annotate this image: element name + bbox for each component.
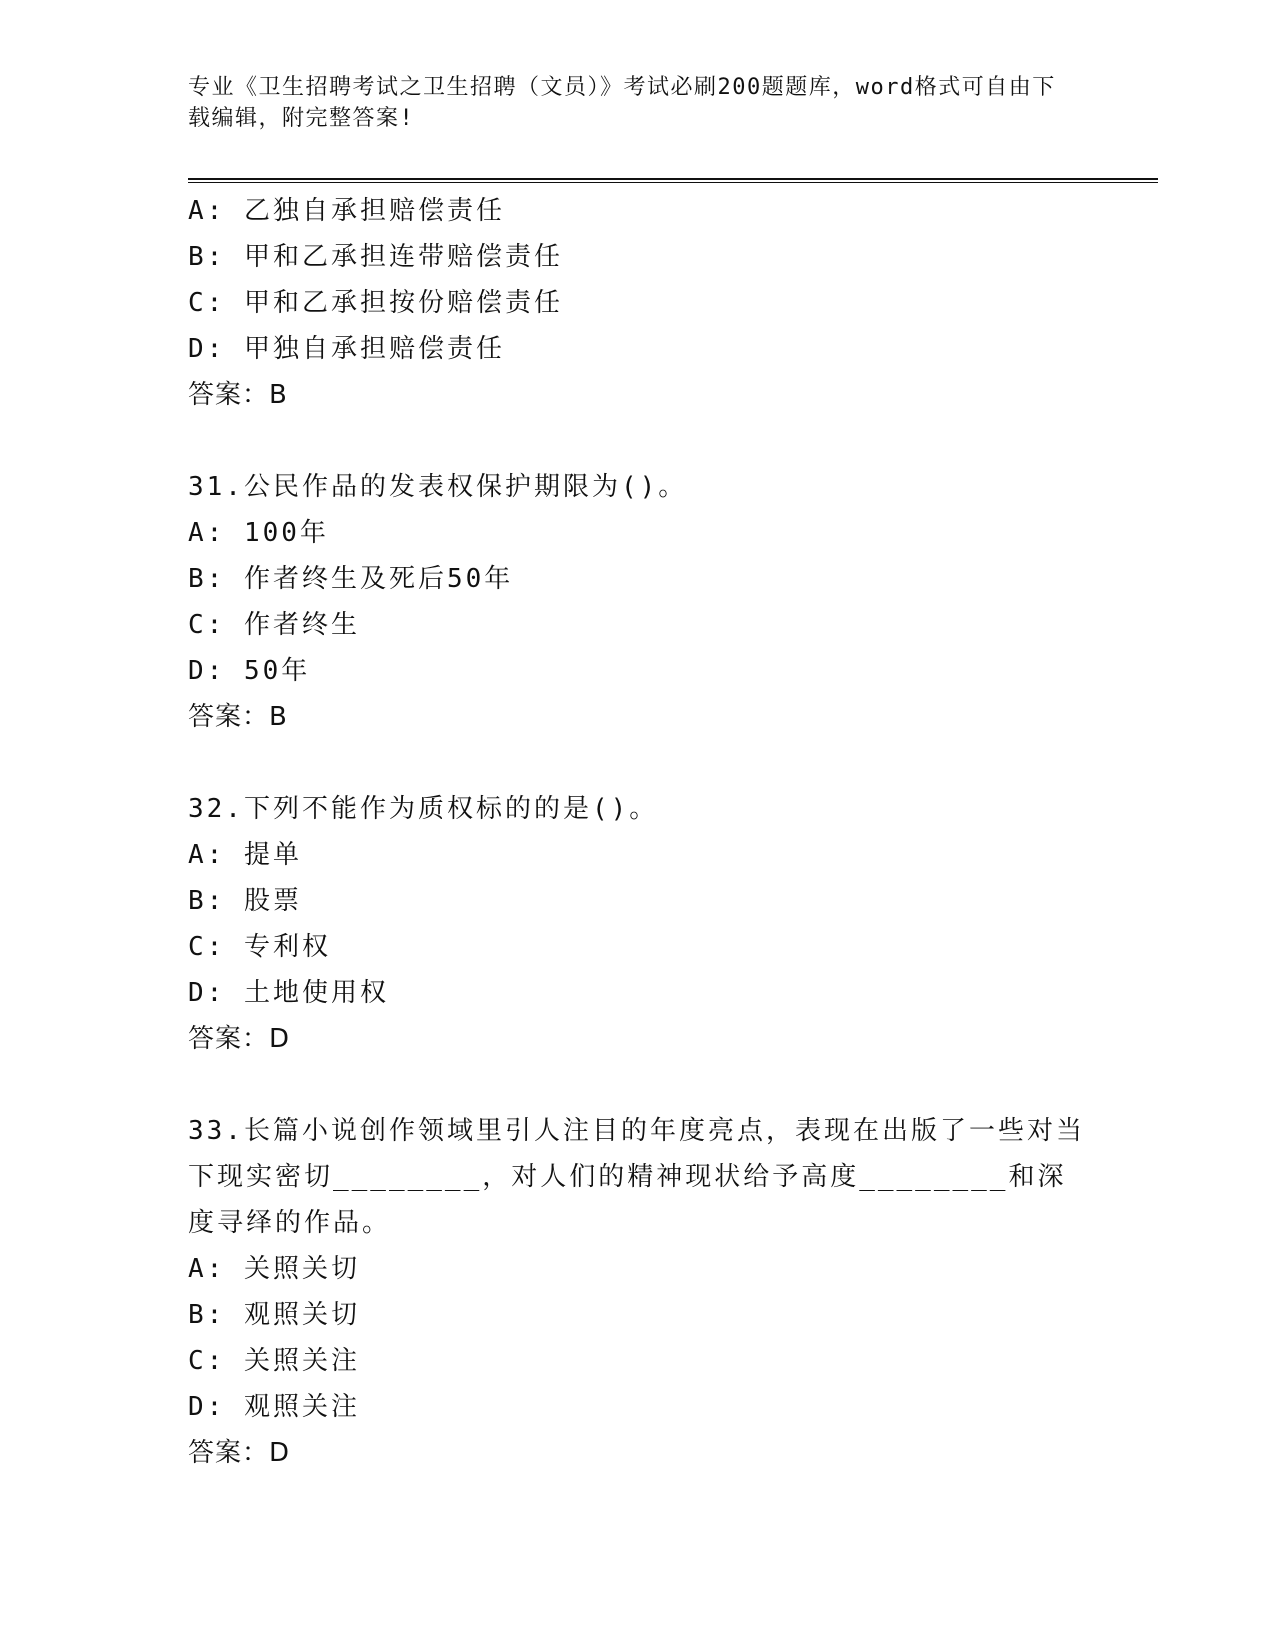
option-key: B: (188, 1300, 226, 1330)
option-a (188, 1246, 1088, 1292)
option-d (188, 970, 1088, 1016)
option-text: 观照关注 (243, 1392, 360, 1422)
option-key: A: (188, 196, 226, 226)
option-b (188, 878, 1088, 924)
option-text: 关照关注 (243, 1346, 360, 1376)
option-d (188, 648, 1088, 694)
option-text: 土地使用权 (243, 978, 389, 1008)
header-divider (188, 178, 1158, 183)
option-b (188, 234, 1088, 280)
option-d (188, 326, 1088, 372)
option-d (188, 1384, 1088, 1430)
option-key: A: (188, 518, 226, 548)
option-key: B: (188, 242, 226, 272)
option-c (188, 602, 1088, 648)
option-c (188, 280, 1088, 326)
question-33 (188, 1108, 1088, 1476)
question-31 (188, 464, 1088, 740)
option-key: C: (188, 610, 226, 640)
option-text: 乙独自承担赔偿责任 (243, 196, 505, 226)
document-header: 专业《卫生招聘考试之卫生招聘（文员）》考试必刷200题题库，word格式可自由下载编辑，附完整答案! (188, 75, 1056, 131)
option-b (188, 556, 1088, 602)
answer-line: 答案：B (188, 702, 288, 732)
option-text: 关照关切 (243, 1254, 360, 1284)
option-key: A: (188, 840, 226, 870)
option-text: 专利权 (243, 932, 331, 962)
option-key: B: (188, 564, 226, 594)
option-key: D: (188, 978, 226, 1008)
answer-line: 答案：B (188, 380, 288, 410)
option-text: 100年 (243, 518, 329, 548)
option-key: D: (188, 1392, 226, 1422)
option-key: A: (188, 1254, 226, 1284)
question-stem: 32.下列不能作为质权标的的是()。 (188, 794, 659, 824)
option-text: 观照关切 (243, 1300, 360, 1330)
question-30-tail (188, 188, 1088, 418)
option-key: B: (188, 886, 226, 916)
option-text: 作者终生及死后50年 (243, 564, 514, 594)
option-a (188, 510, 1088, 556)
option-key: C: (188, 932, 226, 962)
option-a (188, 832, 1088, 878)
option-text: 甲和乙承担按份赔偿责任 (243, 288, 563, 318)
answer-line: 答案：D (188, 1024, 291, 1054)
answer-line: 答案：D (188, 1438, 291, 1468)
option-key: C: (188, 288, 226, 318)
option-c (188, 924, 1088, 970)
option-key: D: (188, 334, 226, 364)
question-32 (188, 786, 1088, 1062)
option-key: D: (188, 656, 226, 686)
option-text: 提单 (243, 840, 302, 870)
question-stem: 33.长篇小说创作领域里引人注目的年度亮点，表现在出版了一些对当下现实密切________，对人们的精神现状给予高度________和深度寻绎的作品。 (188, 1116, 1085, 1238)
question-stem: 31.公民作品的发表权保护期限为()。 (188, 472, 688, 502)
option-a (188, 188, 1088, 234)
question-content (188, 188, 1088, 1476)
option-text: 股票 (243, 886, 302, 916)
option-key: C: (188, 1346, 226, 1376)
option-text: 甲和乙承担连带赔偿责任 (243, 242, 563, 272)
option-text: 甲独自承担赔偿责任 (243, 334, 505, 364)
option-c (188, 1338, 1088, 1384)
option-b (188, 1292, 1088, 1338)
option-text: 作者终生 (243, 610, 360, 640)
option-text: 50年 (243, 656, 311, 686)
